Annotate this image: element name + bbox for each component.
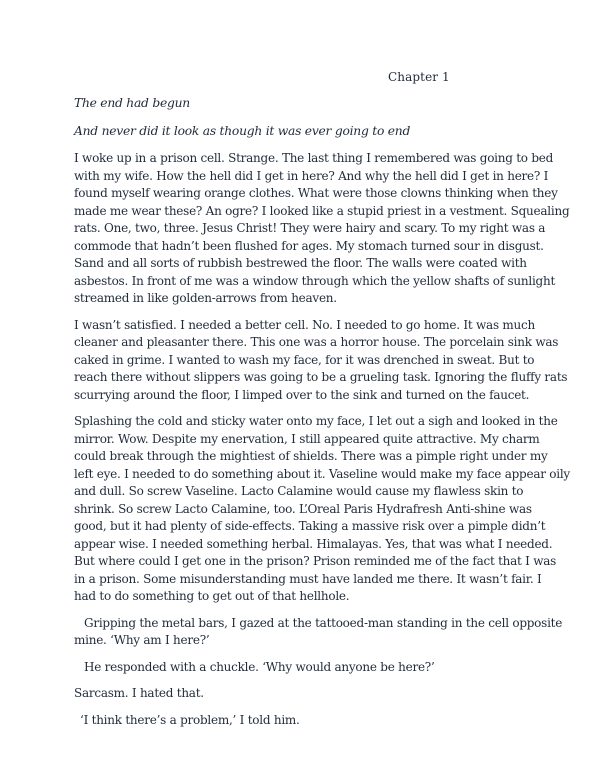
text-line: But where could I get one in the prison? Prison reminded me of the fact that I was: [74, 554, 557, 568]
text-line: commode that hadn’t been flushed for ages. My stomach turned sour in disgust.: [74, 238, 544, 253]
text-line: Sand and all sorts of rubbish bestrewed the floor. The walls were coated with: [74, 256, 527, 270]
text-line: mine. ‘Why am I here?’: [74, 633, 210, 647]
text-line: rats. One, two, three. Jesus Christ! They were hairy and scary. To my right was a: [74, 221, 546, 235]
paragraph-4: [74, 615, 563, 650]
paragraph-7: [74, 712, 524, 730]
text-line: shrink. So screw Lacto Calamine, too. L’Oreal Paris Hydrafresh Anti-shine was: [74, 501, 532, 516]
paragraph-2: [74, 317, 568, 405]
text-line: found myself wearing orange clothes. What were those clowns thinking when they: [74, 186, 558, 200]
text-line: I woke up in a prison cell. Strange. The last thing I remembered was going to bed: [74, 151, 554, 165]
body-text: [74, 150, 570, 738]
text-line: appear wise. I needed something herbal. Himalayas. Yes, that was what I needed.: [74, 536, 553, 551]
text-line: asbestos. In front of me was a window through which the yellow shafts of sunlight: [74, 273, 556, 288]
text-line: with my wife. How the hell did I get in here? And why the hell did I get in here? I: [74, 168, 549, 183]
text-line: good, but it had plenty of side-effects. Taking a massive risk over a pimple didn’t: [74, 519, 546, 533]
text-line: Gripping the metal bars, I gazed at the tattooed-man standing in the cell opposite: [84, 615, 563, 630]
text-line: Sarcasm. I hated that.: [74, 686, 204, 700]
text-line: streamed in like golden-arrows from heaven.: [74, 291, 337, 305]
text-line: He responded with a chuckle. ‘Why would anyone be here?’: [84, 659, 435, 674]
text-line: and dull. So screw Vaseline. Lacto Calamine would cause my flawless skin to: [74, 484, 524, 498]
text-line: could break through the mightiest of shields. There was a pimple right under my: [74, 449, 548, 463]
subtitle-line-1: The end had begun: [74, 96, 190, 110]
paragraph-3: [74, 413, 570, 606]
text-line: made me wear these? An ogre? I looked like a stupid priest in a vestment. Squealing: [74, 203, 570, 218]
subtitle-line-2: And never did it look as though it was ever going to end: [74, 124, 411, 138]
paragraph-1: [74, 150, 570, 308]
text-line: cleaner and pleasanter there. This one was a horror house. The porcelain sink was: [74, 335, 559, 349]
text-line: scurrying around the floor, I limped over to the sink and turned on the faucet.: [74, 387, 530, 402]
text-line: ‘I think there’s a problem,’ I told him.: [80, 712, 300, 727]
text-line: I wasn’t satisfied. I needed a better cell. No. I needed to go home. It was much: [74, 317, 535, 332]
text-line: had to do something to get out of that hellhole.: [74, 589, 350, 603]
text-line: Splashing the cold and sticky water onto my face, I let out a sigh and looked in the: [74, 414, 558, 428]
text-line: reach there without slippers was going to be a grueling task. Ignoring the fluffy rats: [74, 370, 568, 384]
text-line: caked in grime. I wanted to wash my face, for it was drenched in sweat. But to: [74, 352, 535, 367]
paragraph-5: [74, 659, 524, 677]
text-line: in a prison. Some misunderstanding must have landed me there. It wasn’t fair. I: [74, 571, 542, 586]
chapter-heading: Chapter 1: [388, 70, 450, 84]
text-line: mirror. Wow. Despite my enervation, I still appeared quite attractive. My charm: [74, 431, 540, 446]
text-line: left eye. I needed to do something about it. Vaseline would make my face appear oily: [74, 466, 570, 481]
paragraph-6: [74, 685, 524, 703]
